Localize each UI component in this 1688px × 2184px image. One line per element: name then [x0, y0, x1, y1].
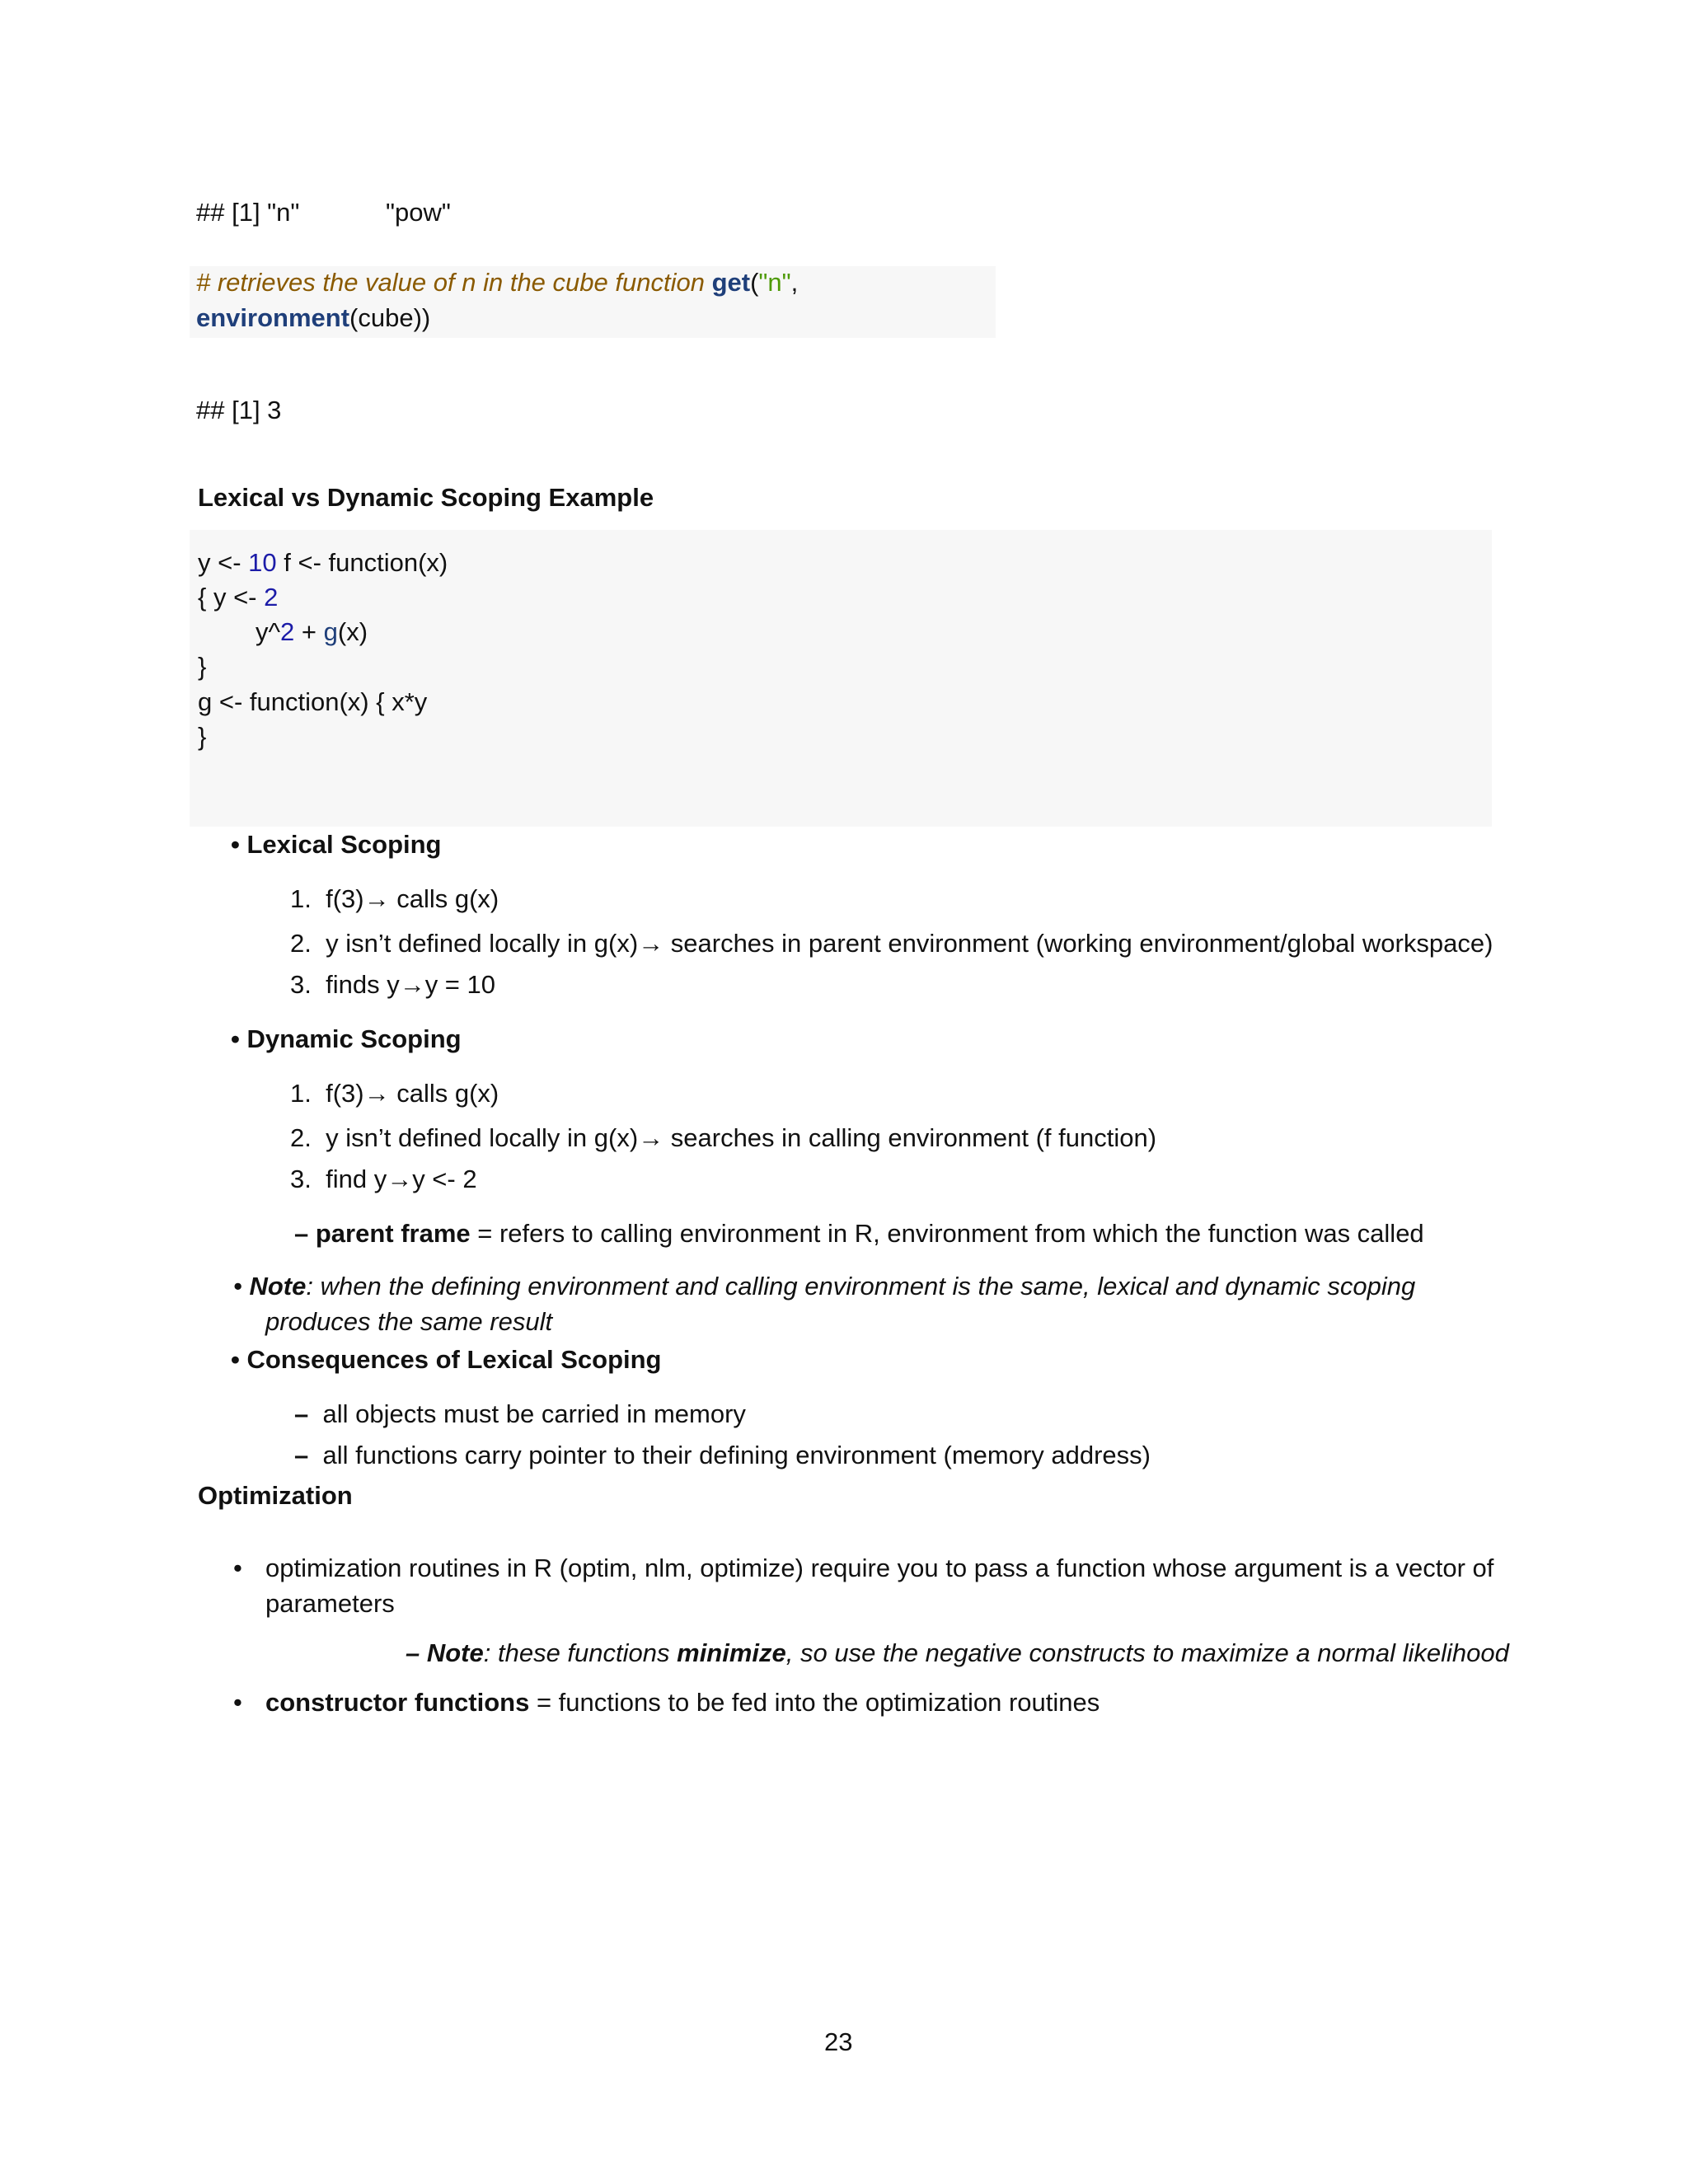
page-number: 23	[824, 2027, 853, 2056]
heading-optimization: Optimization	[198, 1481, 353, 1510]
optim-note-label: Note	[426, 1638, 484, 1667]
code2-line-1: y <- 10 f <- function(x)	[198, 548, 448, 577]
output-second-value: "pow"	[386, 198, 451, 227]
code-fn-get: get	[711, 268, 751, 297]
dynamic-item-2: 2. y isn’t defined locally in g(x)→ searches in calling environment (f function)	[290, 1123, 1157, 1152]
optim-text-line-1: optimization routines in R (optim, nlm, optimize) require you to pass a function whose argument is a vector of	[265, 1554, 1494, 1582]
code-string: "n"	[758, 268, 791, 297]
consequence-item-1: – all objects must be carried in memory	[294, 1399, 746, 1428]
output-prefix: ## [1] "n"	[196, 198, 300, 227]
bullet-lexical-scoping: • Lexical Scoping	[231, 830, 442, 859]
term-constructor-functions: constructor functions	[265, 1688, 530, 1717]
output-line-value: ## [1] 3	[196, 396, 282, 424]
code2-line-6: }	[198, 722, 207, 751]
bullet-dynamic-scoping: • Dynamic Scoping	[231, 1024, 462, 1053]
note-scoping-line-1: • Note: when the defining environment and calling environment is the same, lexical and dynamic scoping	[233, 1272, 1416, 1301]
note-label: Note	[249, 1272, 307, 1301]
consequence-item-2: – all functions carry pointer to their defining environment (memory address)	[294, 1441, 1151, 1469]
code-line-2: environment(cube))	[196, 303, 431, 332]
optim-note: – Note: these functions minimize, so use the negative constructs to maximize a normal likelihood	[406, 1638, 1509, 1667]
constructor-functions-line: constructor functions = functions to be fed into the optimization routines	[265, 1688, 1100, 1717]
heading-scoping-example: Lexical vs Dynamic Scoping Example	[198, 483, 654, 512]
term-parent-frame: parent frame	[315, 1219, 471, 1248]
bullet-consequences: • Consequences of Lexical Scoping	[231, 1345, 662, 1374]
lexical-item-2: 2. y isn’t defined locally in g(x)→ searches in parent environment (working environment/global workspace)	[290, 929, 1493, 958]
output-line-names	[196, 198, 451, 227]
lexical-item-1: 1. f(3)→ calls g(x)	[290, 884, 499, 913]
code2-line-5: g <- function(x) { x*y	[198, 687, 428, 716]
dynamic-item-3: 3. find y→y <- 2	[290, 1165, 477, 1193]
note-scoping-line-2: produces the same result	[265, 1307, 553, 1336]
code2-line-4: }	[198, 652, 207, 681]
parent-frame-definition: – parent frame = refers to calling environment in R, environment from which the function was called	[294, 1219, 1424, 1248]
optim-bullet: •	[233, 1554, 242, 1582]
constructor-bullet: •	[233, 1688, 242, 1717]
code2-line-3: y^2 + g(x)	[256, 617, 368, 646]
code2-line-2: { y <- 2	[198, 583, 279, 612]
dynamic-item-1: 1. f(3)→ calls g(x)	[290, 1079, 499, 1108]
optim-text-line-2: parameters	[265, 1589, 395, 1618]
code-fn-environment: environment	[196, 303, 350, 332]
code-line-1: # retrieves the value of n in the cube function get("n",	[196, 268, 799, 297]
lexical-item-3: 3. finds y→y = 10	[290, 970, 495, 999]
code-comment: # retrieves the value of n in the cube function	[196, 268, 705, 297]
